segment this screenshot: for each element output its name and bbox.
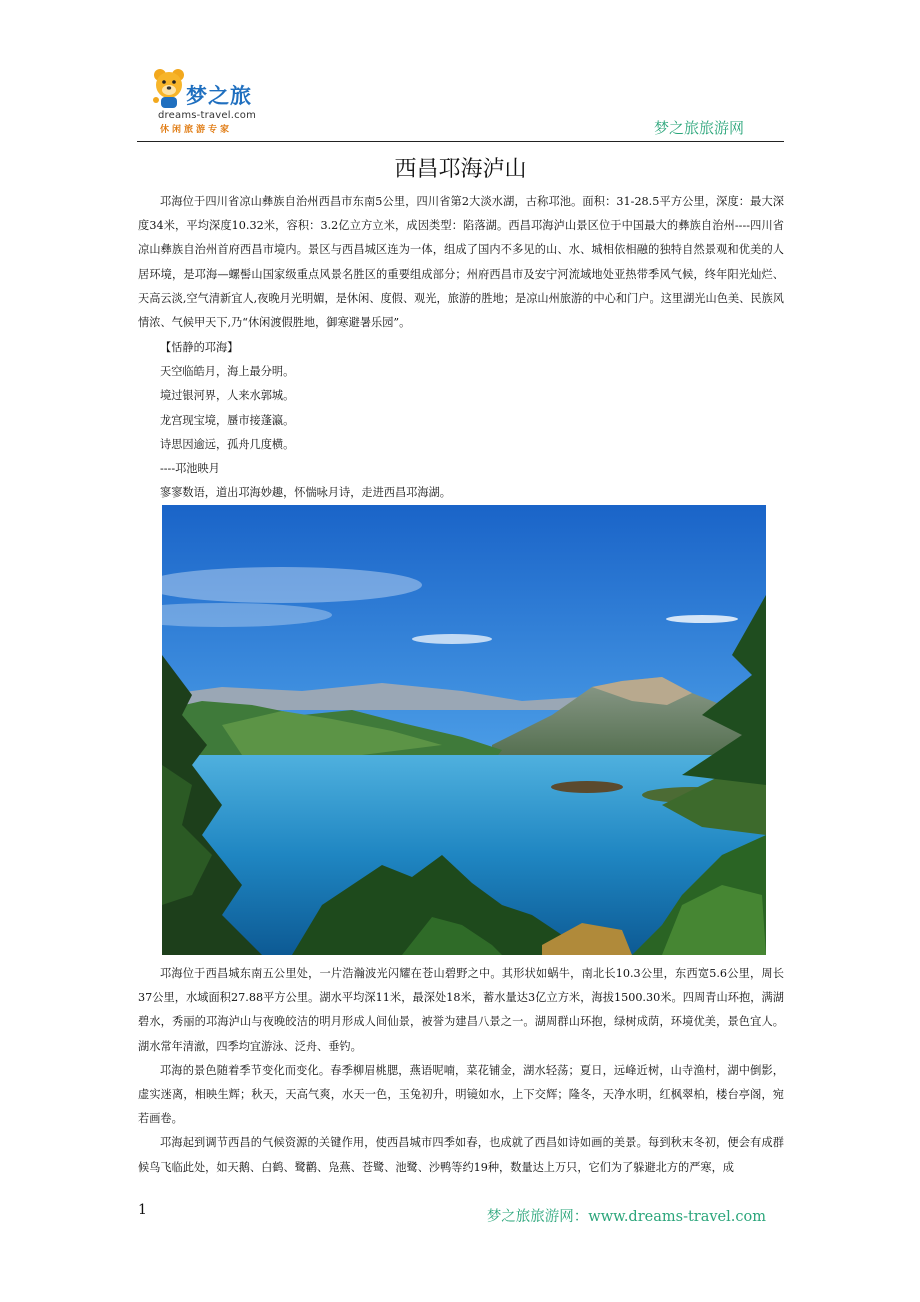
header-site-name[interactable]: 梦之旅旅游网 [653, 119, 744, 137]
poem-line: 境过银河界，人来水郭城。 [160, 389, 295, 403]
lake-landscape-image [162, 505, 766, 955]
body-paragraph: 邛海的景色随着季节变化而变化。春季柳眉桃腮，燕语呢喃，菜花铺金，湖水轻荡；夏日，远峰近树，山寺渔村，湖中倒影，虚实迷离，相映生辉；秋天，天高气爽，水天一色，玉兔初升，明镜如水，上下交辉；隆冬，天净水明，红枫翠柏，楼台亭阁，宛若画卷。 [138, 1063, 784, 1126]
lake-photo [162, 505, 766, 955]
poem-section [138, 336, 784, 505]
poem-line: 天空临皓月，海上最分明。 [160, 365, 295, 379]
poem-attribution: ----邛池映月 [160, 462, 220, 476]
body-paragraph: 邛海位于西昌城东南五公里处，一片浩瀚波光闪耀在苍山碧野之中。其形状如蜗牛，南北长10.3公里，东西宽5.6公里，周长37公里，水域面积27.88平方公里。湖水平均深11米，最深处18米，蓄水量达3亿立方米，海拔1500.30米。四周青山环抱，满湖碧水，秀丽的邛海泸山与夜晚皎洁的明月形成人间仙景，被誉为建昌八景之一。湖周群山环抱，绿树成荫，环境优美，景色宜人。湖水常年清澈，四季均宜游泳、泛舟、垂钓。 [138, 967, 784, 1053]
page-title: 西昌邛海泸山 [394, 157, 527, 182]
body-paragraph: 邛海起到调节西昌的气候资源的关键作用，使西昌城市四季如春，也成就了西昌如诗如画的美景。每到秋末冬初，便会有成群候鸟飞临此处，如天鹅、白鹤、鹭鹳、凫燕、苍鹭、池鹭、沙鸭等约19种，数量达上万只，它们为了躲避北方的严寒，成 [138, 1136, 784, 1174]
poem-closing: 寥寥数语，道出邛海妙趣，怀惴咏月诗，走进西昌邛海湖。 [160, 486, 451, 500]
dreams-travel-logo[interactable] [148, 66, 268, 136]
poem-line: 龙宫现宝境，蜃市接蓬瀛。 [160, 413, 295, 427]
logo-name: 梦之旅 [186, 84, 252, 108]
intro-section [138, 190, 784, 335]
logo-url: dreams-travel.com [158, 110, 257, 121]
footer-site-link[interactable]: 梦之旅旅游网：www.dreams-travel.com [486, 1209, 766, 1225]
page-number: 1 [138, 1202, 147, 1218]
header-divider [137, 141, 784, 142]
poem-line: 诗思因逾远，孤舟几度横。 [160, 437, 295, 451]
poem-heading: 【恬静的邛海】 [160, 341, 239, 354]
body-section [138, 962, 784, 1180]
intro-paragraph: 邛海位于四川省凉山彝族自治州西昌市东南5公里，四川省第2大淡水湖，古称邛池。面积：31-28.5平方公里，深度：最大深度34米，平均深度10.32米，容积：3.2亿立方立米，成因类型：陷落湖。西昌邛海泸山景区位于中国最大的彝族自治州----四川省凉山彝族自治州首府西昌市境内。景区与西昌城区连为一体，组成了国内不多见的山、水、城相依相融的独特自然景观和优美的人居环境，是邛海—螺髻山国家级重点风景名胜区的重要组成部分；州府西昌市及安宁河流域地处亚热带季风气候，终年阳光灿烂、天高云淡,空气清新宜人,夜晚月光明媚，是休闲、度假、观光，旅游的胜地；是凉山州旅游的中心和门户。这里湖光山色美、民族风情浓、气候甲天下,乃“休闲渡假胜地，御寒避暑乐园”。 [138, 195, 784, 330]
logo-tagline: 休闲旅游专家 [160, 125, 233, 135]
